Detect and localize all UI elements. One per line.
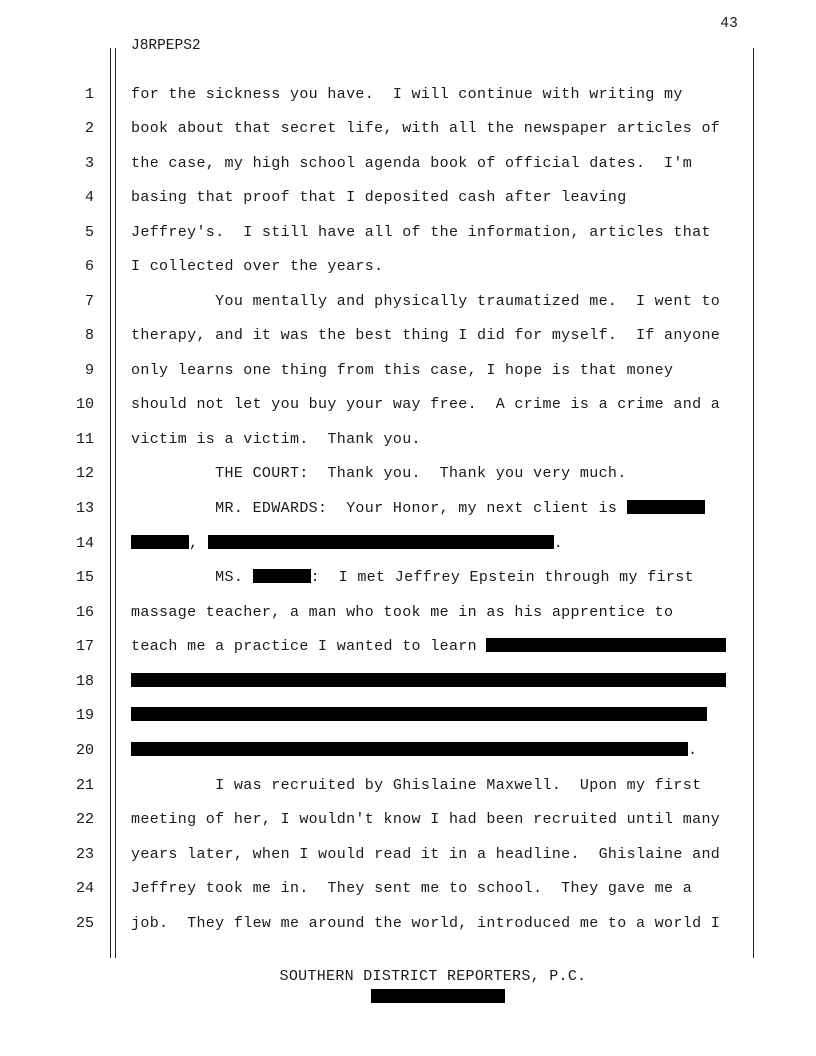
transcript-line <box>131 707 707 724</box>
left-margin-rule-inner <box>115 48 116 958</box>
transcript-line <box>131 500 705 517</box>
transcript-text: MR. EDWARDS: Your Honor, my next client is <box>131 500 627 517</box>
line-number: 11 <box>75 431 94 448</box>
transcript-text: . <box>553 535 564 552</box>
line-number: 12 <box>75 465 94 482</box>
transcript-line: basing that proof that I deposited cash after leaving <box>131 189 627 206</box>
footer-redaction-block <box>371 989 505 1003</box>
transcript-line: the case, my high school agenda book of official dates. I'm <box>131 155 693 172</box>
transcript-line: THE COURT: Thank you. Thank you very much. <box>131 465 627 482</box>
line-number: 14 <box>75 535 94 552</box>
line-number: 20 <box>75 742 94 759</box>
transcript-line: I was recruited by Ghislaine Maxwell. Upon my first <box>131 777 702 794</box>
transcript-text: : I met Jeffrey Epstein through my first <box>310 569 694 586</box>
line-number: 16 <box>75 604 94 621</box>
line-number: 13 <box>75 500 94 517</box>
page-number: 43 <box>720 16 738 32</box>
transcript-text: MS. <box>131 569 253 586</box>
line-number: 19 <box>75 707 94 724</box>
line-number: 17 <box>75 638 94 655</box>
line-number: 2 <box>84 120 94 137</box>
transcript-line: for the sickness you have. I will continue with writing my <box>131 86 683 103</box>
transcript-line: therapy, and it was the best thing I did for myself. If anyone <box>131 327 721 344</box>
redaction-block <box>627 500 705 514</box>
transcript-text: , <box>189 535 208 552</box>
redaction-block <box>253 569 311 583</box>
redaction-block <box>131 742 688 756</box>
line-number: 25 <box>75 915 94 932</box>
redaction-block <box>131 707 707 721</box>
line-number: 22 <box>75 811 94 828</box>
transcript-line: years later, when I would read it in a headline. Ghislaine and <box>131 846 721 863</box>
line-number: 8 <box>84 327 94 344</box>
transcript-line: massage teacher, a man who took me in as his apprentice to <box>131 604 674 621</box>
reporter-footer: SOUTHERN DISTRICT REPORTERS, P.C. <box>279 968 587 985</box>
line-number: 24 <box>75 880 94 897</box>
transcript-text: teach me a practice I wanted to learn <box>131 638 487 655</box>
line-number: 9 <box>84 362 94 379</box>
right-margin-rule <box>753 48 754 958</box>
transcript-line: job. They flew me around the world, introduced me to a world I <box>131 915 721 932</box>
transcript-line: I collected over the years. <box>131 258 384 275</box>
line-number: 3 <box>84 155 94 172</box>
redaction-block <box>131 535 189 549</box>
transcript-line: victim is a victim. Thank you. <box>131 431 421 448</box>
transcript-line: You mentally and physically traumatized me. I went to <box>131 293 721 310</box>
line-number: 4 <box>84 189 94 206</box>
transcript-line: book about that secret life, with all the newspaper articles of <box>131 120 721 137</box>
redaction-block <box>486 638 726 652</box>
redaction-block <box>131 673 726 687</box>
transcript-line: meeting of her, I wouldn't know I had been recruited until many <box>131 811 721 828</box>
line-number: 1 <box>84 86 94 103</box>
left-margin-rule <box>110 48 111 958</box>
transcript-line <box>131 569 694 586</box>
transcript-line <box>131 638 726 655</box>
line-number: 23 <box>75 846 94 863</box>
transcript-line <box>131 742 697 759</box>
case-code: J8RPEPS2 <box>131 38 201 54</box>
line-number: 7 <box>84 293 94 310</box>
transcript-line <box>131 673 726 690</box>
line-number: 18 <box>75 673 94 690</box>
transcript-line: only learns one thing from this case, I hope is that money <box>131 362 674 379</box>
redaction-block <box>208 535 554 549</box>
line-number: 21 <box>75 777 94 794</box>
transcript-line: Jeffrey took me in. They sent me to school. They gave me a <box>131 880 693 897</box>
transcript-line <box>131 535 563 552</box>
transcript-line: Jeffrey's. I still have all of the information, articles that <box>131 224 711 241</box>
line-number: 15 <box>75 569 94 586</box>
line-number: 5 <box>84 224 94 241</box>
line-number: 6 <box>84 258 94 275</box>
transcript-text: . <box>688 742 698 759</box>
transcript-line: should not let you buy your way free. A crime is a crime and a <box>131 396 721 413</box>
line-number: 10 <box>75 396 94 413</box>
